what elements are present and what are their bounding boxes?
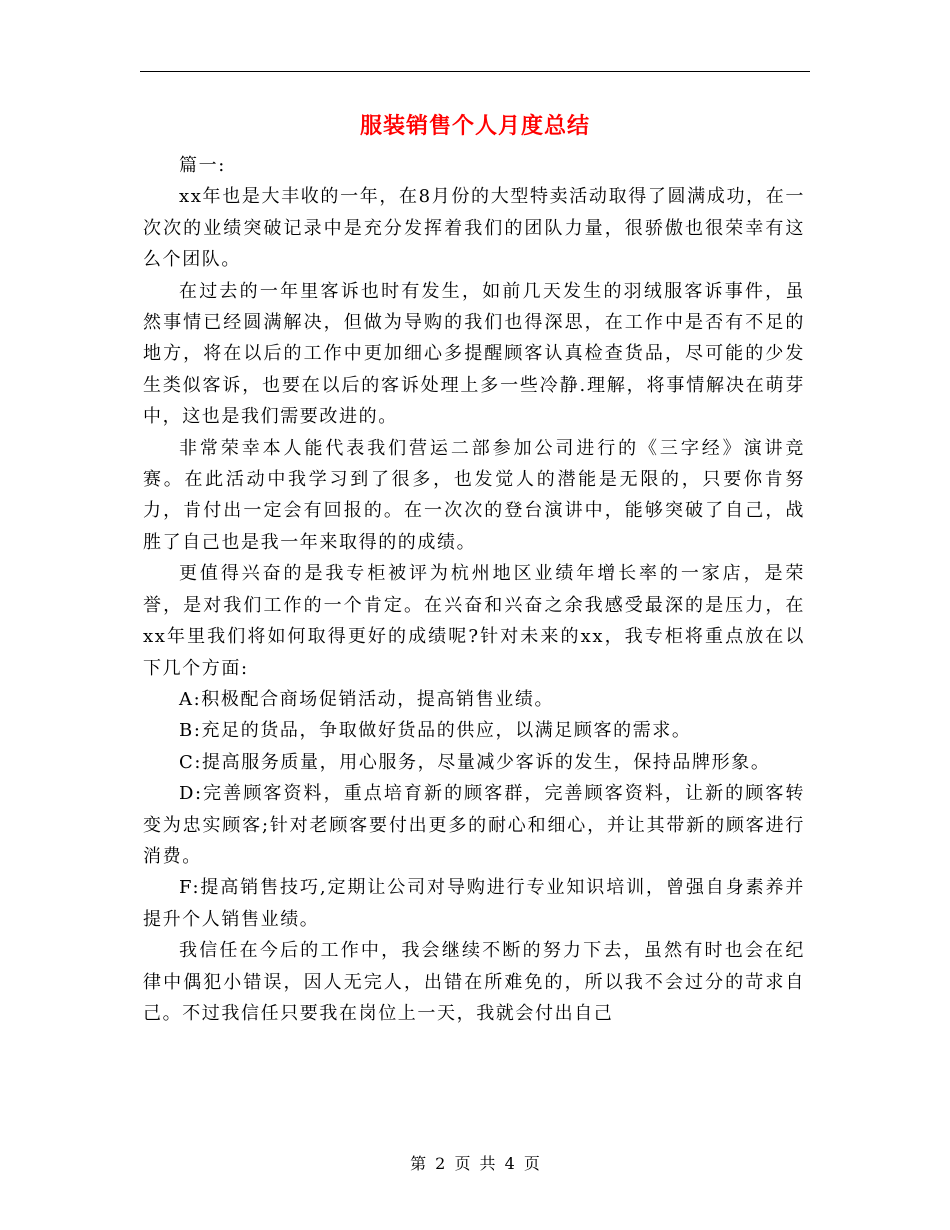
document-body bbox=[143, 150, 805, 1029]
body-paragraph: 在过去的一年里客诉也时有发生，如前几天发生的羽绒服客诉事件，虽然事情已经圆满解决，但做为导购的我们也得深思，在工作中是否有不足的地方，将在以后的工作中更加细心多提醒顾客认真检查货品，尽可能的少发生类似客诉，也要在以后的客诉处理上多一些冷静.理解，将事情解决在萌芽中，这也是我们需要改进的。 bbox=[143, 280, 805, 428]
list-item-a: A:积极配合商场促销活动，提高销售业绩。 bbox=[179, 688, 555, 710]
list-item-f: F:提高销售技巧,定期让公司对导购进行专业知识培训，曾强自身素养并提升个人销售业绩。 bbox=[143, 877, 805, 930]
list-item-c: C:提高服务质量，用心服务，尽量减少客诉的发生，保持品牌形象。 bbox=[179, 751, 771, 773]
page-number-footer: 第 2 页 共 4 页 bbox=[410, 1154, 540, 1173]
list-item-d: D:完善顾客资料，重点培育新的顾客群，完善顾客资料，让新的顾客转变为忠实顾客;针对老顾客要付出更多的耐心和细心，并让其带新的顾客进行消费。 bbox=[143, 783, 805, 867]
body-paragraph: xx年也是大丰收的一年，在8月份的大型特卖活动取得了圆满成功，在一次次的业绩突破记录中是充分发挥着我们的团队力量，很骄傲也很荣幸有这么个团队。 bbox=[143, 186, 805, 271]
document-title: 服装销售个人月度总结 bbox=[359, 113, 590, 139]
body-paragraph: 非常荣幸本人能代表我们营运二部参加公司进行的《三字经》演讲竞赛。在此活动中我学习到了很多，也发觉人的潜能是无限的，只要你肯努力，肯付出一定会有回报的。在一次次的登台演讲中，能够突破了自己，战胜了自己也是我一年来取得的的成绩。 bbox=[143, 437, 805, 553]
section-heading: 篇一: bbox=[179, 155, 226, 176]
header-rule bbox=[140, 71, 810, 72]
body-paragraph: 更值得兴奋的是我专柜被评为杭州地区业绩年增长率的一家店，是荣誉，是对我们工作的一个肯定。在兴奋和兴奋之余我感受最深的是压力，在xx年里我们将如何取得更好的成绩呢?针对未来的xx，我专柜将重点放在以下几个方面: bbox=[143, 563, 805, 679]
list-item-b: B:充足的货品，争取做好货品的供应，以满足顾客的需求。 bbox=[179, 720, 692, 742]
body-paragraph: 我信任在今后的工作中，我会继续不断的努力下去，虽然有时也会在纪律中偶犯小错误，因人无完人，出错在所难免的，所以我不会过分的苛求自己。不过我信任只要我在岗位上一天，我就会付出自己 bbox=[143, 940, 805, 1024]
